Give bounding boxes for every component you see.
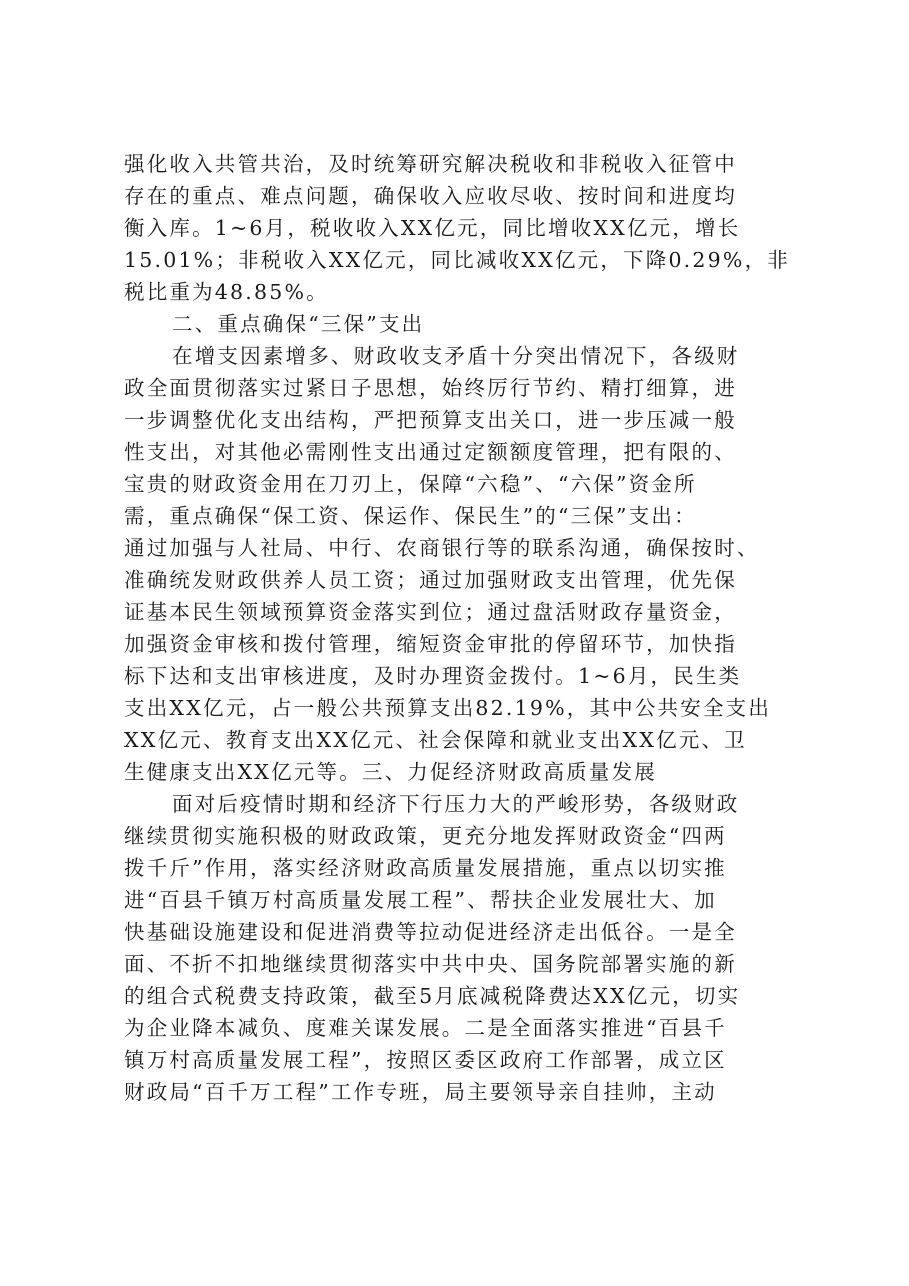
text-line: 生健康支出XX亿元等。三、力促经济财政高质量发展 — [124, 760, 657, 784]
document-body — [124, 148, 796, 1108]
paragraph-first-line: 面对后疫情时期和经济下行压力大的严峻形势，各级财政 — [172, 792, 740, 816]
text-line: 宝贵的财政资金用在刀刃上，保障“六稳”、“六保”资金所 — [124, 472, 697, 496]
text-line: 证基本民生领域预算资金落实到位；通过盘活财政存量资金， — [124, 600, 737, 624]
text-line: 标下达和支出审核进度，及时办理资金拨付。1~6月，民生类 — [124, 664, 742, 688]
text-line: 镇万村高质量发展工程”，按照区委区政府工作部署，成立区 — [124, 1048, 727, 1072]
text-line: 政全面贯彻落实过紧日子思想，始终厉行节约、精打细算，进 — [124, 376, 737, 400]
text-line: 15.01%；非税收入XX亿元，同比减收XX亿元，下降0.29%，非 — [124, 248, 790, 272]
text-line: 性支出，对其他必需刚性支出通过定额额度管理，把有限的、 — [124, 440, 737, 464]
text-line: 面、不折不扣地继续贯彻落实中共中央、国务院部署实施的新 — [124, 952, 737, 976]
text-line: 财政局“百千万工程”工作专班，局主要领导亲自挂帅，主动 — [124, 1080, 717, 1104]
text-line: 拨千斤”作用，落实经济财政高质量发展措施，重点以切实推 — [124, 856, 727, 880]
text-line: 一步调整优化支出结构，严把预算支出关口，进一步压减一般 — [124, 408, 737, 432]
text-line: XX亿元、教育支出XX亿元、社会保障和就业支出XX亿元、卫 — [124, 728, 747, 752]
text-line: 强化收入共管共治，及时统筹研究解决税收和非税收入征管中 — [124, 152, 737, 176]
text-line: 支出XX亿元，占一般公共预算支出82.19%，其中公共安全支出 — [124, 696, 772, 720]
text-line: 准确统发财政供养人员工资；通过加强财政支出管理，优先保 — [124, 568, 737, 592]
text-line: 为企业降本减负、度难关谋发展。二是全面落实推进“百县千 — [124, 1016, 727, 1040]
text-line: 继续贯彻实施积极的财政政策，更充分地发挥财政资金“四两 — [124, 824, 727, 848]
text-line: 衡入库。1~6月，税收收入XX亿元，同比增收XX亿元，增长 — [124, 216, 741, 240]
text-line: 通过加强与人社局、中行、农商银行等的联系沟通，确保按时、 — [124, 536, 760, 560]
paragraph-first-line: 二、重点确保“三保”支出 — [172, 312, 425, 336]
text-line: 存在的重点、难点问题，确保收入应收尽收、按时间和进度均 — [124, 184, 737, 208]
text-line: 需，重点确保“保工资、保运作、保民生”的“三保”支出： — [124, 504, 697, 528]
text-line: 税比重为48.85%。 — [124, 280, 329, 304]
text-line: 快基础设施建设和促进消费等拉动促进经济走出低谷。一是全 — [124, 920, 737, 944]
paragraph-first-line: 在增支因素增多、财政收支矛盾十分突出情况下，各级财 — [172, 344, 740, 368]
text-line: 加强资金审核和拨付管理，缩短资金审批的停留环节，加快指 — [124, 632, 737, 656]
text-line: 进“百县千镇万村高质量发展工程”、帮扶企业发展壮大、加 — [124, 888, 717, 912]
text-line: 的组合式税费支持政策，截至5月底减税降费达XX亿元，切实 — [124, 984, 741, 1008]
